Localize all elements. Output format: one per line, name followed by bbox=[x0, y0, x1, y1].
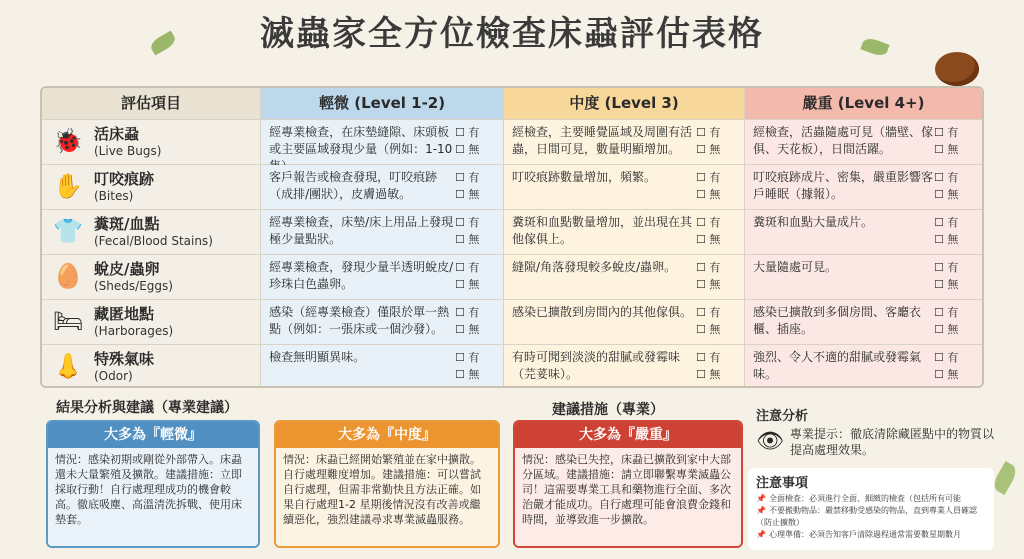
criteria-text: 糞斑和血點大量成片。 bbox=[753, 215, 874, 229]
criteria-text: 大量隨處可見。 bbox=[753, 260, 838, 274]
note-item: 📌 心理準備：必須告知客戶清除過程通常需要數星期數月 bbox=[756, 530, 961, 539]
criteria-text: 感染已擴散到多個房間、客廳衣櫃、插座。 bbox=[753, 305, 922, 336]
level-2-cell bbox=[504, 210, 745, 254]
criteria-text: 經專業檢查，在床墊縫隙、床頭板或主要區域發現少量（例如：1-10 bbox=[269, 125, 453, 156]
checkbox-yes[interactable]: ☐ 有 bbox=[934, 261, 959, 274]
table-row bbox=[42, 300, 982, 345]
checkbox-no[interactable]: ☐ 無 bbox=[455, 188, 480, 201]
criteria-text: 檢查無明顯異味。 bbox=[269, 350, 366, 364]
checkbox-yes[interactable]: ☐ 有 bbox=[696, 306, 721, 319]
item-name: 藏匿地點 bbox=[94, 304, 155, 323]
checkbox-yes[interactable]: ☐ 有 bbox=[455, 216, 480, 229]
checkbox-no[interactable]: ☐ 無 bbox=[696, 278, 721, 291]
item-cell bbox=[42, 210, 261, 254]
card-severe-title: 大多為『嚴重』 bbox=[515, 422, 741, 448]
card-mild-body: 情況：感染初期或剛從外部帶入。床蝨還未大量繁殖及擴散。建議措施：立即採取行動！自行處理理成功的機會較高。徹底吸塵、高溫清洗拆戰、使用床墊套。 bbox=[48, 448, 258, 548]
checkbox-no[interactable]: ☐ 無 bbox=[455, 368, 480, 381]
criteria-text: 經專業檢查，發現少量半透明蛻皮/珍珠白色蟲卵。 bbox=[269, 260, 454, 291]
card-moderate bbox=[274, 420, 500, 548]
checkbox-yes[interactable]: ☐ 有 bbox=[934, 171, 959, 184]
header-severe: 嚴重 (Level 4+) bbox=[745, 88, 982, 119]
checkbox-no[interactable]: ☐ 無 bbox=[696, 188, 721, 201]
card-severe-body: 情況：感染已失控，床蝨已擴散到家中大部分區域。建議措施：請立即聯繫專業滅蟲公司！這需要專業工具和藥物進行全面、多次治嚴才能成功。自行處理可能會浪費金錢和時間，並導致進一步擴散。 bbox=[515, 448, 741, 548]
section-result-title: 結果分析與建議（專業建議） bbox=[56, 400, 238, 416]
checkbox-yes[interactable]: ☐ 有 bbox=[934, 216, 959, 229]
card-severe bbox=[513, 420, 743, 548]
item-name-en: (Harborages) bbox=[94, 323, 174, 338]
criteria-text: 叮咬痕跡數量增加，頻繁。 bbox=[512, 170, 657, 184]
level-1-cell bbox=[261, 165, 504, 209]
checkbox-no[interactable]: ☐ 無 bbox=[934, 233, 959, 246]
level-3-cell bbox=[745, 345, 982, 388]
level-2-cell bbox=[504, 120, 745, 164]
leaf-decoration-icon bbox=[991, 461, 1020, 495]
level-3-cell bbox=[745, 210, 982, 254]
checkbox-yes[interactable]: ☐ 有 bbox=[455, 351, 480, 364]
header-moderate: 中度 (Level 3) bbox=[504, 88, 745, 119]
criteria-text: 糞斑和血點數量增加，並出現在其他傢俱上。 bbox=[512, 215, 693, 246]
criteria-text: 經檢查，活蟲隨處可見（牆壁、傢俱、天花板），日間活躍。 bbox=[753, 125, 934, 156]
item-cell bbox=[42, 255, 261, 299]
page-title: 滅蟲家全方位檢查床蝨評估表格 bbox=[260, 14, 764, 54]
criteria-text: 叮咬痕跡成片、密集，嚴重影響客戶睡眠（據報）。 bbox=[753, 170, 934, 201]
item-cell bbox=[42, 165, 261, 209]
item-name-en: (Sheds/Eggs) bbox=[94, 278, 173, 293]
card-mild bbox=[46, 420, 260, 548]
checkbox-yes[interactable]: ☐ 有 bbox=[455, 261, 480, 274]
checkbox-yes[interactable]: ☐ 有 bbox=[934, 306, 959, 319]
item-name-en: (Live Bugs) bbox=[94, 143, 162, 158]
table-header-row bbox=[42, 88, 982, 120]
criteria-text: 經專業檢查，床墊/床上用品上發現極少量點狀。 bbox=[269, 215, 454, 246]
item-name: 蛻皮/蟲卵 bbox=[94, 259, 160, 278]
criteria-text: 有時可聞到淡淡的甜膩或發霉味（芫荽味）。 bbox=[512, 350, 681, 381]
level-2-cell bbox=[504, 300, 745, 344]
item-cell bbox=[42, 300, 261, 344]
checkbox-yes[interactable]: ☐ 有 bbox=[696, 261, 721, 274]
checkbox-no[interactable]: ☐ 無 bbox=[455, 233, 480, 246]
note-analysis bbox=[756, 426, 996, 466]
table-row bbox=[42, 345, 982, 388]
egg-icon: 🥚 bbox=[53, 261, 83, 290]
table-row bbox=[42, 255, 982, 300]
header-item: 評估項目 bbox=[42, 88, 261, 119]
item-name: 叮咬痕跡 bbox=[94, 169, 155, 188]
note-analysis-title: 注意分析 bbox=[756, 409, 809, 424]
assessment-table bbox=[40, 86, 984, 388]
checkbox-yes[interactable]: ☐ 有 bbox=[934, 351, 959, 364]
level-2-cell bbox=[504, 345, 745, 388]
level-2-cell bbox=[504, 255, 745, 299]
pin-icon: 📌 bbox=[756, 530, 766, 539]
item-name: 特殊氣味 bbox=[94, 350, 155, 368]
checkbox-no[interactable]: ☐ 無 bbox=[455, 278, 480, 291]
note-item: 📌 不要搬動物品：嚴禁移動受感染的物品，直到專業人員確認（防止擴散） bbox=[756, 506, 977, 527]
level-3-cell bbox=[745, 120, 982, 164]
checkbox-no[interactable]: ☐ 無 bbox=[696, 233, 721, 246]
header-mild: 輕微 (Level 1-2) bbox=[261, 88, 504, 119]
level-3-cell bbox=[745, 255, 982, 299]
criteria-text: 強烈、令人不適的甜膩或發霉氣味。 bbox=[753, 350, 922, 381]
bite-icon: ✋ bbox=[53, 171, 83, 200]
card-mild-title: 大多為『輕微』 bbox=[48, 422, 258, 448]
checkbox-yes[interactable]: ☐ 有 bbox=[696, 126, 721, 139]
criteria-text: 客戶報告或檢查發現，叮咬痕跡（成排/團狀），皮膚過敏。 bbox=[269, 170, 438, 201]
table-row bbox=[42, 120, 982, 165]
checkbox-no[interactable]: ☐ 無 bbox=[934, 278, 959, 291]
item-name-en: (Bites) bbox=[94, 188, 134, 203]
pin-icon: 📌 bbox=[756, 506, 766, 515]
checkbox-yes[interactable]: ☐ 有 bbox=[455, 126, 480, 139]
checkbox-no[interactable]: ☐ 無 bbox=[934, 143, 959, 156]
eye-icon: 👁 bbox=[756, 428, 784, 454]
criteria-text: 感染（經專業檢查）僅限於單一熱點（例如：一張床或一個沙發）。 bbox=[269, 305, 450, 336]
level-2-cell bbox=[504, 165, 745, 209]
level-1-cell bbox=[261, 300, 504, 344]
section-measures-title: 建議措施（專業） bbox=[552, 402, 664, 418]
checkbox-yes[interactable]: ☐ 有 bbox=[696, 216, 721, 229]
checkbox-yes[interactable]: ☐ 有 bbox=[696, 351, 721, 364]
bedbug-mascot-icon bbox=[935, 52, 979, 86]
checkbox-yes[interactable]: ☐ 有 bbox=[455, 171, 480, 184]
criteria-text: 縫隙/角落發現較多蛻皮/蟲卵。 bbox=[512, 260, 677, 274]
item-name: 活床蝨 bbox=[94, 124, 140, 143]
criteria-text: 感染已擴散到房間內的其他傢俱。 bbox=[512, 305, 693, 319]
mattress-icon: 🛏 bbox=[52, 306, 84, 335]
level-1-cell bbox=[261, 210, 504, 254]
card-moderate-body: 情況：床蝨已經開始繁殖並在家中擴散。自行處理難度增加。建議措施：可以嘗試自行處理，但需非常勤快且方法正確。如果自行處理1-2 星期後情況沒有改善或繼續惡化，強烈建議尋求專業滅蟲服務。 bbox=[276, 448, 498, 548]
item-name: 糞斑/血點 bbox=[94, 214, 160, 233]
item-name-en: (Fecal/Blood Stains) bbox=[94, 233, 213, 248]
card-moderate-title: 大多為『中度』 bbox=[276, 422, 498, 448]
criteria-text: 經檢查，主要睡覺區域及周圍有活蟲，日間可見，數量明顯增加。 bbox=[512, 125, 693, 156]
level-3-cell bbox=[745, 165, 982, 209]
stain-icon: 👕 bbox=[53, 216, 83, 245]
level-1-cell bbox=[261, 255, 504, 299]
table-row bbox=[42, 165, 982, 210]
bug-icon: 🐞 bbox=[53, 126, 83, 155]
note-items-title: 注意事項 bbox=[756, 476, 809, 491]
level-1-cell bbox=[261, 120, 504, 164]
checkbox-yes[interactable]: ☐ 有 bbox=[696, 171, 721, 184]
pin-icon: 📌 bbox=[756, 494, 766, 503]
checkbox-no[interactable]: ☐ 無 bbox=[934, 323, 959, 336]
nose-icon: 👃 bbox=[53, 351, 83, 380]
checkbox-no[interactable]: ☐ 無 bbox=[934, 188, 959, 201]
checkbox-no[interactable]: ☐ 無 bbox=[934, 368, 959, 381]
item-cell bbox=[42, 120, 261, 164]
item-name-en: (Odor) bbox=[94, 369, 133, 383]
checkbox-no[interactable]: ☐ 無 bbox=[696, 368, 721, 381]
note-item: 📌 全面檢查：必須進行全面、細緻的檢查（包括所有可能 bbox=[756, 494, 961, 503]
item-cell bbox=[42, 345, 261, 388]
checkbox-no[interactable]: ☐ 無 bbox=[455, 143, 480, 156]
table-row bbox=[42, 210, 982, 255]
note-analysis-text: 專業提示：徹底清除藏匿點中的物質以提高處理效果。 bbox=[789, 427, 994, 457]
checkbox-no[interactable]: ☐ 無 bbox=[696, 323, 721, 336]
checkbox-yes[interactable]: ☐ 有 bbox=[934, 126, 959, 139]
checkbox-no[interactable]: ☐ 無 bbox=[455, 323, 480, 336]
level-3-cell bbox=[745, 300, 982, 344]
level-1-cell bbox=[261, 345, 504, 388]
note-items-box bbox=[748, 468, 994, 550]
checkbox-yes[interactable]: ☐ 有 bbox=[455, 306, 480, 319]
checkbox-no[interactable]: ☐ 無 bbox=[696, 143, 721, 156]
